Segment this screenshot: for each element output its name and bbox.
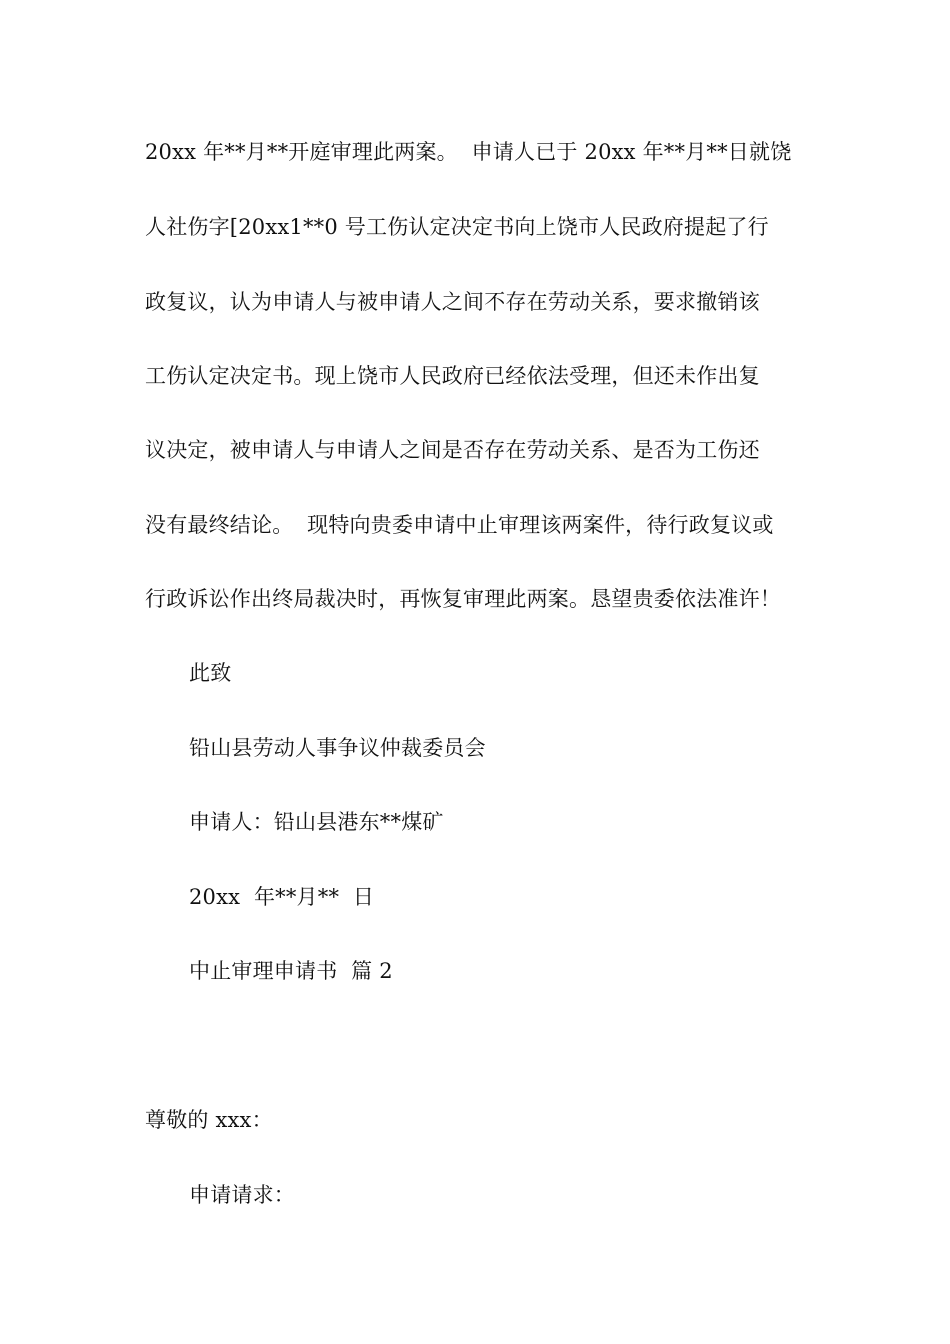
body-line-4: 工伤认定决定书。现上饶市人民政府已经依法受理，但还未作出复 [145,364,760,388]
body-line-5: 议决定，被申请人与申请人之间是否存在劳动关系、是否为工伤还 [145,438,760,462]
section-title: 中止审理申请书 篇 2 [189,959,393,983]
body-line-7: 行政诉讼作出终局裁决时，再恢复审理此两案。恳望贵委依法准许！ [145,587,781,611]
greeting: 尊敬的 xxx： [145,1108,273,1132]
body-line-1: 20xx 年**月**开庭审理此两案。 申请人已于 20xx 年**月**日就饶 [145,140,792,164]
salutation: 此致 [189,661,232,685]
body-line-3: 政复议，认为申请人与被申请人之间不存在劳动关系，要求撤销该 [145,290,760,314]
body-line-6: 没有最终结论。 现特向贵委申请中止审理该两案件，待行政复议或 [145,513,774,537]
body-line-2: 人社伤字[20xx1**0 号工伤认定决定书向上饶市人民政府提起了行 [145,215,769,239]
applicant-signature: 申请人：铅山县港东**煤矿 [189,810,444,834]
request-heading: 申请请求： [189,1183,295,1207]
document-date: 20xx 年**月** 日 [189,885,375,909]
recipient: 铅山县劳动人事争议仲裁委员会 [189,736,486,760]
